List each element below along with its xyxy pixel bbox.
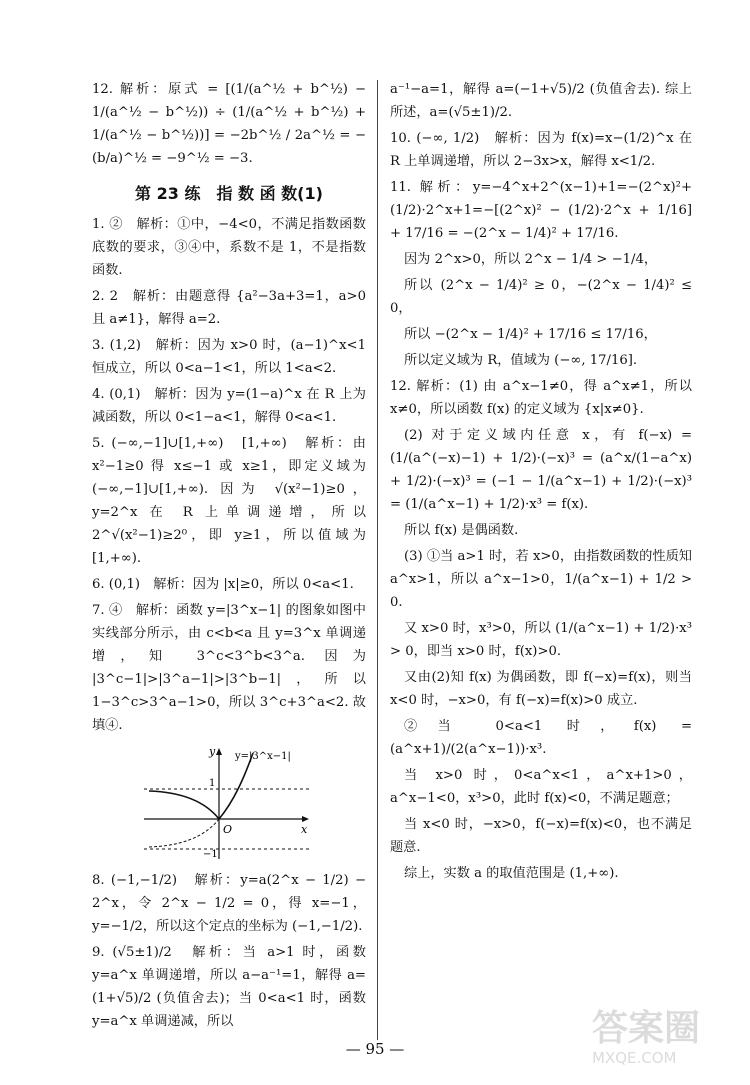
origin-label: O [223, 823, 233, 836]
answer-q12-prev: 12. 解析：原式 = [(1/(a^½ + b^½) − 1/(a^½ − b^½)) ÷ (1/(a^½ + b^½) + 1/(a^½ − b^½))] = −2b^½ / 2a^½ = −(b/a)^½ = −9^½ = −3. [92, 82, 366, 166]
x-axis-arrow-icon [302, 816, 309, 822]
answer-q2: 2. 2 解析：由题意得 {a²−3a+3=1，a>0 且 a≠1}，解得 a=2. [92, 289, 366, 327]
answer-q1: 1. ② 解析：①中，−4<0，不满足指数函数底数的要求，③④中，系数不是 1，不是指数函数. [92, 217, 366, 278]
answer-q12-part1: 12. 解析：(1) 由 a^x−1≠0，得 a^x≠1，所以 x≠0，所以函数 f(x) 的定义域为 {x|x≠0}. [390, 379, 692, 417]
answer-q12-conclusion: 综上，实数 a 的取值范围是 (1,+∞). [404, 866, 619, 881]
answer-q3: 3. (1,2) 解析：因为 x>0 时，(a−1)^x<1 恒成立，所以 0<a−1<1，所以 1<a<2. [92, 338, 366, 376]
answer-q11-step: 所以 −(2^x − 1/4)² + 17/16 ≤ 17/16， [404, 327, 657, 342]
tick-label-neg1: −1 [203, 849, 218, 860]
answer-q11: 11. 解析：y=−4^x+2^(x−1)+1=−(2^x)²+(1/2)·2^x+1=−[(2^x)² − (1/2)·2^x + 1/16] + 17/16 = −(2^x − 1/4)² + 17/16. [390, 180, 692, 241]
left-column [92, 78, 366, 1036]
function-label: y=|3^x−1| [235, 751, 291, 762]
answer-q12-part3: 又由(2)知 f(x) 为偶函数，即 f(−x)=f(x)，则当 x<0 时，−x>0，有 f(−x)=f(x)>0 成立. [390, 670, 692, 708]
answer-q5: 5. (−∞,−1]∪[1,+∞) [1,+∞) 解析：由 x²−1≥0 得 x≤−1 或 x≥1，即定义域为 (−∞,−1]∪[1,+∞). 因为 √(x²−1)≥0，y=2^x 在 R 上单调递增，所以 2^√(x²−1)≥2⁰，即 y≥1，所以值域为 [1,+∞). [92, 436, 366, 566]
answer-q9-cont: a⁻¹−a=1，解得 a=(−1+√5)/2 (负值舍去). 综上所述，a=(√5±1)/2. [390, 82, 692, 120]
solid-curve-left [149, 791, 219, 819]
answer-q12-part2: (2) 对于定义域内任意 x，有 f(−x) = (1/(a^(−x)−1) + 1/2)·(−x)³ = (a^x/(1−a^x) + 1/2)·(−x)³ = (−1 − 1/(a^x−1) + 1/2)·(−x)³ = (1/(a^x−1) + 1/2)·x³ = f(x). [390, 428, 692, 512]
answer-q11-step: 所以 (2^x − 1/4)² ≥ 0，−(2^x − 1/4)² ≤ 0， [390, 278, 692, 316]
answer-q8: 8. (−1,−1/2) 解析：y=a(2^x − 1/2) − 2^x，令 2^x − 1/2 = 0，得 x=−1，y=−1/2，所以这个定点的坐标为 (−1,−1/2). [92, 873, 366, 934]
watermark-text: 答案圈 [592, 1008, 701, 1049]
right-column [390, 78, 692, 888]
x-axis-label: x [301, 823, 308, 836]
answer-q4: 4. (0,1) 解析：因为 y=(1−a)^x 在 R 上为减函数，所以 0<1−a<1，解得 0<a<1. [92, 387, 366, 425]
answer-q12-part3: 当 x<0 时，−x>0，f(−x)=f(x)<0，也不满足题意. [390, 817, 692, 855]
solid-curve-right [219, 753, 253, 819]
answer-q12-part2-conclusion: 所以 f(x) 是偶函数. [404, 523, 519, 538]
column-divider [377, 80, 378, 1040]
answer-q9: 9. (√5±1)/2 解析：当 a>1 时，函数 y=a^x 单调递增，所以 a−a⁻¹=1，解得 a=(1+√5)/2 (负值舍去)；当 0<a<1 时，函数 y=a^x 单调递减，所以 [92, 945, 366, 1029]
answer-q12-part3: (3) ①当 a>1 时，若 x>0，由指数函数的性质知 a^x>1，所以 a^x−1>0，1/(a^x−1) + 1/2 > 0. [390, 549, 692, 610]
watermark-url: MXQE.COM [592, 1049, 677, 1067]
answer-q12-part3: 当 x>0 时，0<a^x<1，a^x+1>0，a^x−1<0，x³>0，此时 f(x)<0，不满足题意； [390, 768, 692, 806]
answer-q12-part3: ②当 0<a<1 时，f(x) = (a^x+1)/(2(a^x−1))·x³. [390, 719, 692, 757]
answer-q10: 10. (−∞, 1/2) 解析：因为 f(x)=x−(1/2)^x 在 R 上单调递增，所以 2−3x>x，解得 x<1/2. [390, 131, 692, 169]
page-number: — 95 — [345, 1040, 405, 1058]
answer-q12-part3: 又 x>0 时，x³>0，所以 (1/(a^x−1) + 1/2)·x³ > 0，即当 x>0 时，f(x)>0. [390, 621, 692, 659]
dashed-curve [149, 819, 219, 847]
answer-q7: 7. ④ 解析：函数 y=|3^x−1| 的图象如图中实线部分所示，由 c<b<a 且 y=3^x 单调递增，知 3^c<3^b<3^a. 因为 |3^c−1|>|3^a−1|>|3^b−1|，所以 1−3^c>3^a−1>0，所以 3^c+3^a<2. 故填④. [92, 603, 366, 733]
y-axis-arrow-icon [216, 748, 222, 755]
answer-q11-conclusion: 所以定义域为 R，值域为 (−∞, 17/16]. [404, 353, 638, 368]
function-graph [139, 743, 319, 863]
tick-label-1: 1 [209, 778, 216, 789]
answer-q11-step: 因为 2^x>0，所以 2^x − 1/4 > −1/4， [404, 252, 658, 267]
y-axis-label: y [209, 745, 216, 758]
answer-q6: 6. (0,1) 解析：因为 |x|≥0，所以 0<a<1. [92, 577, 354, 592]
watermark-logo [592, 1009, 742, 1079]
section-title: 第 23 练 指 数 函 数(1) [135, 184, 323, 203]
